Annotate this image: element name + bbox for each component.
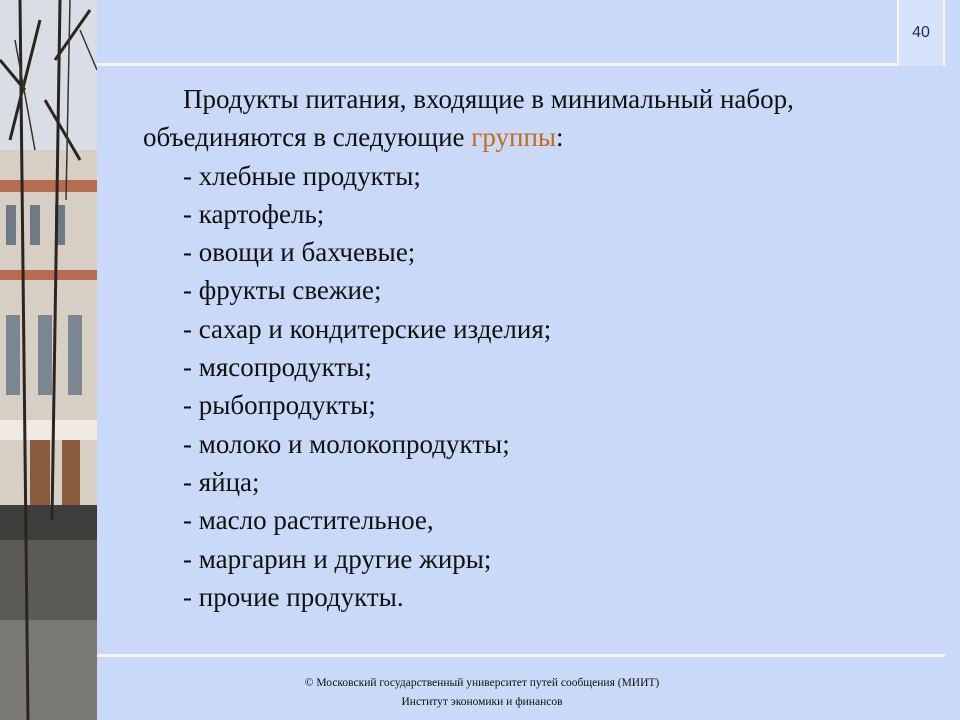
campus-building-photo [0,0,97,720]
list-item: - рыбопродукты; [183,390,376,421]
food-groups-list [143,157,923,617]
list-item: - прочие продукты. [183,581,404,612]
intro-paragraph [143,80,923,157]
top-divider [97,63,945,66]
footer [97,674,867,712]
list-item: - маргарин и другие жиры; [183,543,492,574]
intro-colon: : [556,122,564,153]
list-item: - хлебные продукты; [183,160,421,191]
page-number-box [897,0,945,66]
list-item: - яйца; [183,466,260,497]
list-item: - мясопродукты; [183,352,372,383]
list-item: - фрукты свежие; [183,275,382,306]
slide-content [143,80,923,616]
footer-line-1: © Московский государственный университет путей сообщения (МИИТ) [304,677,660,689]
bottom-divider [97,654,945,657]
footer-line-2: Институт экономики и финансов [401,696,563,708]
list-item: - сахар и кондитерские изделия; [183,313,552,344]
list-item: - масло растительное, [183,505,434,536]
list-item: - овощи и бахчевые; [183,237,416,268]
page-number: 40 [912,24,930,41]
intro-line-2: объединяются в следующие [143,122,472,153]
list-item: - картофель; [183,198,325,229]
list-item: - молоко и молокопродукты; [183,428,510,459]
intro-line-1: Продукты питания, входящие в минимальный набор, [183,84,794,114]
groups-highlight: группы [471,122,557,153]
